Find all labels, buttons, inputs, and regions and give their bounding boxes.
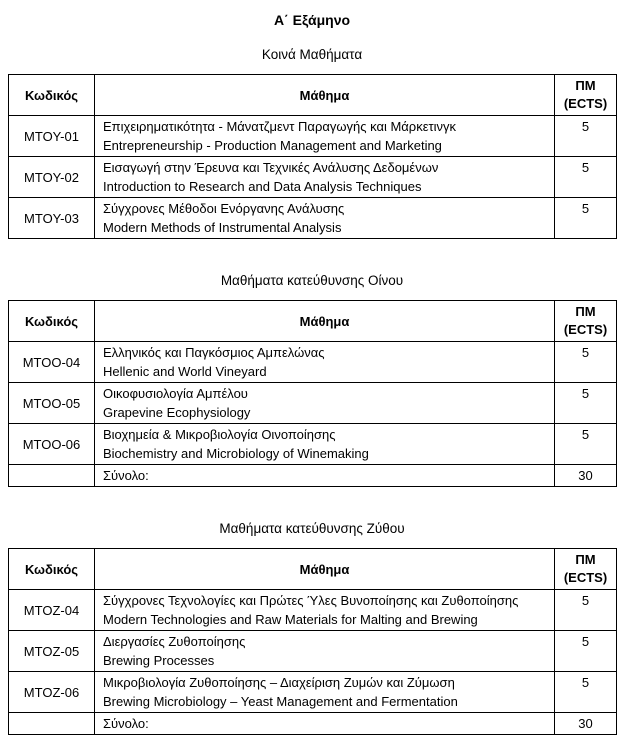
course-section [8,272,616,487]
course-row [9,198,617,239]
course-title-greek: Οικοφυσιολογία Αμπέλου [103,386,248,401]
column-header-ects-line2: (ECTS) [563,96,608,111]
course-title-english: Biochemistry and Microbiology of Winemaking [103,446,369,461]
course-title-cell [95,198,555,239]
column-header-course: Μάθημα [95,549,555,590]
course-ects: 5 [555,672,617,713]
table-header-row [9,301,617,342]
section-heading: Μαθήματα κατεύθυνσης Ζύθου [219,521,405,536]
course-row [9,157,617,198]
courses-table [8,74,617,239]
column-header-ects-line1: ΠΜ [575,304,596,319]
table-header-row [9,549,617,590]
course-ects: 5 [555,198,617,239]
course-code: MTOY-03 [9,198,95,239]
column-header-code: Κωδικός [9,549,95,590]
course-ects: 5 [555,424,617,465]
course-title-greek: Σύγχρονες Τεχνολογίες και Πρώτες Ύλες Βυνοποίησης και Ζυθοποίησης [103,593,519,608]
course-title-english: Introduction to Research and Data Analysis Techniques [103,179,422,194]
section-heading: Κοινά Μαθήματα [261,47,363,62]
course-title-cell [95,590,555,631]
column-header-course: Μάθημα [95,75,555,116]
course-code: MTOY-01 [9,116,95,157]
course-row [9,631,617,672]
column-header-ects [555,301,617,342]
course-row [9,383,617,424]
course-title-cell [95,157,555,198]
column-header-code: Κωδικός [9,301,95,342]
course-title-cell [95,631,555,672]
course-title-cell [95,672,555,713]
column-header-ects [555,75,617,116]
column-header-ects-line1: ΠΜ [575,552,596,567]
course-title-cell [95,342,555,383]
course-title-greek: Διεργασίες Ζυθοποίησης [103,634,246,649]
course-title-english: Grapevine Ecophysiology [103,405,251,420]
courses-table [8,548,617,735]
course-row [9,672,617,713]
column-header-ects-line2: (ECTS) [563,570,608,585]
total-row [9,465,617,487]
course-title-english: Modern Technologies and Raw Materials for Malting and Brewing [103,612,478,627]
course-ects: 5 [555,590,617,631]
course-title-cell [95,116,555,157]
course-title-english: Entrepreneurship - Production Management and Marketing [103,138,442,153]
course-ects: 5 [555,157,617,198]
course-code: MTOO-04 [9,342,95,383]
semester-title: Α΄ Εξάμηνο [273,12,351,28]
column-header-code: Κωδικός [9,75,95,116]
course-ects: 5 [555,631,617,672]
course-code: MTOZ-05 [9,631,95,672]
course-title-english: Brewing Processes [103,653,215,668]
total-label: Σύνολο: [95,713,555,735]
course-code: MTOZ-04 [9,590,95,631]
course-row [9,116,617,157]
course-ects: 5 [555,116,617,157]
course-row [9,424,617,465]
total-empty-cell [9,465,95,487]
course-title-greek: Βιοχημεία & Μικροβιολογία Οινοποίησης [103,427,336,442]
course-row [9,590,617,631]
table-header-row [9,75,617,116]
course-code: MTOZ-06 [9,672,95,713]
sections-container [8,46,616,735]
course-row [9,342,617,383]
course-ects: 5 [555,342,617,383]
course-title-english: Modern Methods of Instrumental Analysis [103,220,342,235]
courses-table [8,300,617,487]
column-header-ects-line2: (ECTS) [563,322,608,337]
course-code: MTOY-02 [9,157,95,198]
course-ects: 5 [555,383,617,424]
course-section [8,46,616,239]
course-title-greek: Μικροβιολογία Ζυθοποίησης – Διαχείριση Ζυμών και Ζύμωση [103,675,455,690]
course-title-cell [95,424,555,465]
course-code: MTOO-05 [9,383,95,424]
course-title-english: Hellenic and World Vineyard [103,364,267,379]
total-value: 30 [555,465,617,487]
course-section [8,520,616,735]
column-header-ects [555,549,617,590]
course-title-greek: Σύγχρονες Μέθοδοι Ενόργανης Ανάλυσης [103,201,345,216]
course-title-greek: Ελληνικός και Παγκόσμιος Αμπελώνας [103,345,325,360]
course-title-english: Brewing Microbiology – Yeast Management and Fermentation [103,694,458,709]
column-header-ects-line1: ΠΜ [575,78,596,93]
total-value: 30 [555,713,617,735]
column-header-course: Μάθημα [95,301,555,342]
course-title-cell [95,383,555,424]
course-title-greek: Επιχειρηματικότητα - Μάνατζμεντ Παραγωγής και Μάρκετινγκ [103,119,457,134]
section-heading: Μαθήματα κατεύθυνσης Οίνου [220,273,404,288]
total-label: Σύνολο: [95,465,555,487]
course-title-greek: Εισαγωγή στην Έρευνα και Τεχνικές Ανάλυσης Δεδομένων [103,160,439,175]
course-code: MTOO-06 [9,424,95,465]
